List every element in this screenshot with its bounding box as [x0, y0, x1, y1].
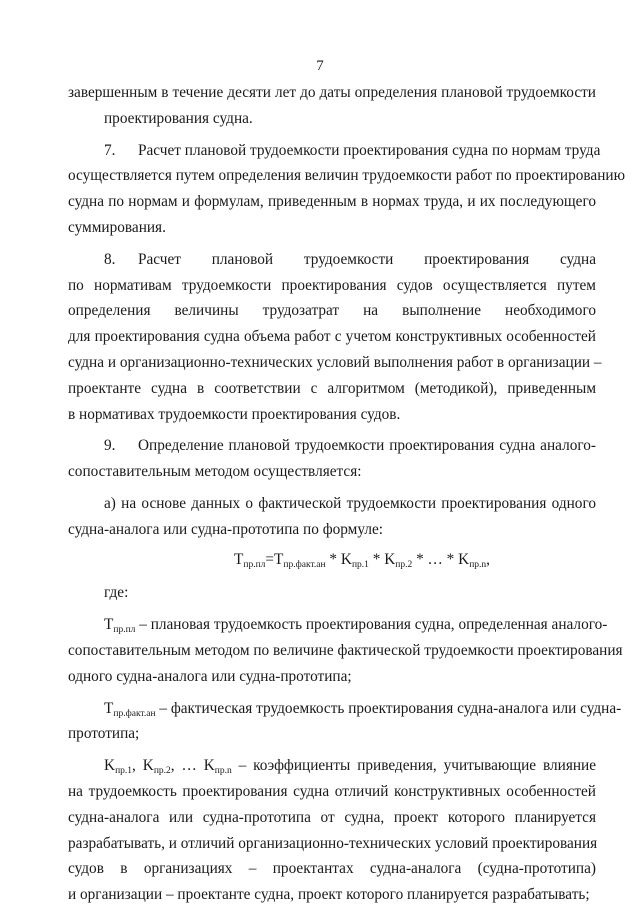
text-line: судна-аналога или судна-прототипа по формуле:: [68, 520, 383, 538]
paragraph-9: [68, 433, 596, 485]
definition-t-pr-pl: $T_{пр.пл}$ – плановая трудоемкость проектирования судна, определенная аналого- сопоставительным методом по величине фактической трудоемкости проектирования одного судна-аналога или судна-прототипа;: [68, 612, 596, 689]
item-number: 8.: [104, 250, 116, 268]
definition-k-coefficients: $K_{пр.1}$, $K_{пр.2}$, … $K_{пр.n}$ – коэффициенты приведения, учитывающие влияние на трудоемкость проектирования судна отличий конструктивных особенностей судна-аналога или судна-прототипа от судна, проект которого планируется разрабатывать, и отличий организационно-технических условий проектирования судов в организациях – проектантах судна-аналога (судна-прототипа) и организации – проектанте судна, проект которого планируется разрабатывать;: [68, 753, 596, 908]
text-line: проектирования судна.: [104, 109, 253, 127]
text-line: определения величины трудозатрат на выполнение необходимого: [68, 302, 596, 320]
text-line: проектанте судна в соответствии с алгоритмом (методикой), приведенным: [68, 379, 596, 397]
text-line: Расчет плановой трудоемкости проектирования судна по нормам труда: [138, 141, 601, 159]
text-line: а) на основе данных о фактической трудоемкости проектирования одного: [104, 494, 596, 512]
text-line: одного судна-аналога или судна-прототипа;: [68, 667, 352, 685]
text-line: судна по нормам и формулам, приведенным в нормах труда, и их последующего: [68, 193, 596, 211]
text-line: суммирования.: [68, 218, 166, 236]
text-line: завершенным в течение десяти лет до даты определения плановой трудоемкости: [68, 84, 596, 101]
document-body: [68, 80, 625, 908]
text-line: судов в организациях – проектантах судна-аналога (судна-прототипа): [68, 860, 596, 878]
text-line: Расчет плановой трудоемкости проектирования судна: [138, 250, 596, 268]
formula: $T_{пр.пл}=T_{пр.факт.ан} * K_{пр.1} * K_{пр.2}$ * … * $K_{пр.n}$,: [234, 550, 490, 570]
text-line: Определение плановой трудоемкости проектирования судна аналого-: [138, 437, 596, 455]
item-number: 9.: [104, 437, 116, 455]
item-number: 7.: [104, 141, 116, 159]
text-line: сопоставительным методом по величине фактической трудоемкости проектирования: [68, 641, 623, 659]
subparagraph-a: [68, 491, 596, 543]
text-line: сопоставительным методом осуществляется:: [68, 463, 362, 481]
text-line: по нормативам трудоемкости проектирования судов осуществляется путем: [68, 276, 596, 294]
text-line: в нормативах трудоемкости проектирования судов.: [68, 405, 401, 423]
paragraph-7: [68, 138, 625, 241]
paragraph-6-tail: [68, 80, 596, 132]
page-number: 7: [316, 58, 324, 74]
text-line: на трудоемкость проектирования судна отличий конструктивных особенностей: [68, 782, 596, 800]
text-line: разрабатывать, и отличий организационно-технических условий проектирования: [68, 834, 598, 852]
text-line: и организации – проектанте судна, проект которого планируется разрабатывать;: [68, 886, 590, 904]
text-line: прототипа;: [68, 725, 140, 743]
paragraph-8: [68, 247, 602, 428]
text-line: осуществляется путем определения величин трудоемкости работ по проектированию: [68, 167, 625, 185]
text-line: для проектирования судна объема работ с учетом конструктивных особенностей: [68, 328, 596, 346]
where-label: где:: [104, 584, 129, 602]
text-line: судна и организационно-технических условий выполнения работ в организации –: [68, 353, 602, 371]
definition-t-pr-fakt-an: $T_{пр.факт.ан}$ – фактическая трудоемкость проектирования судна-аналога или судна- прототипа;: [68, 696, 596, 748]
text-line: судна-аналога или судна-прототипа от судна, проект которого планируется: [68, 808, 596, 826]
